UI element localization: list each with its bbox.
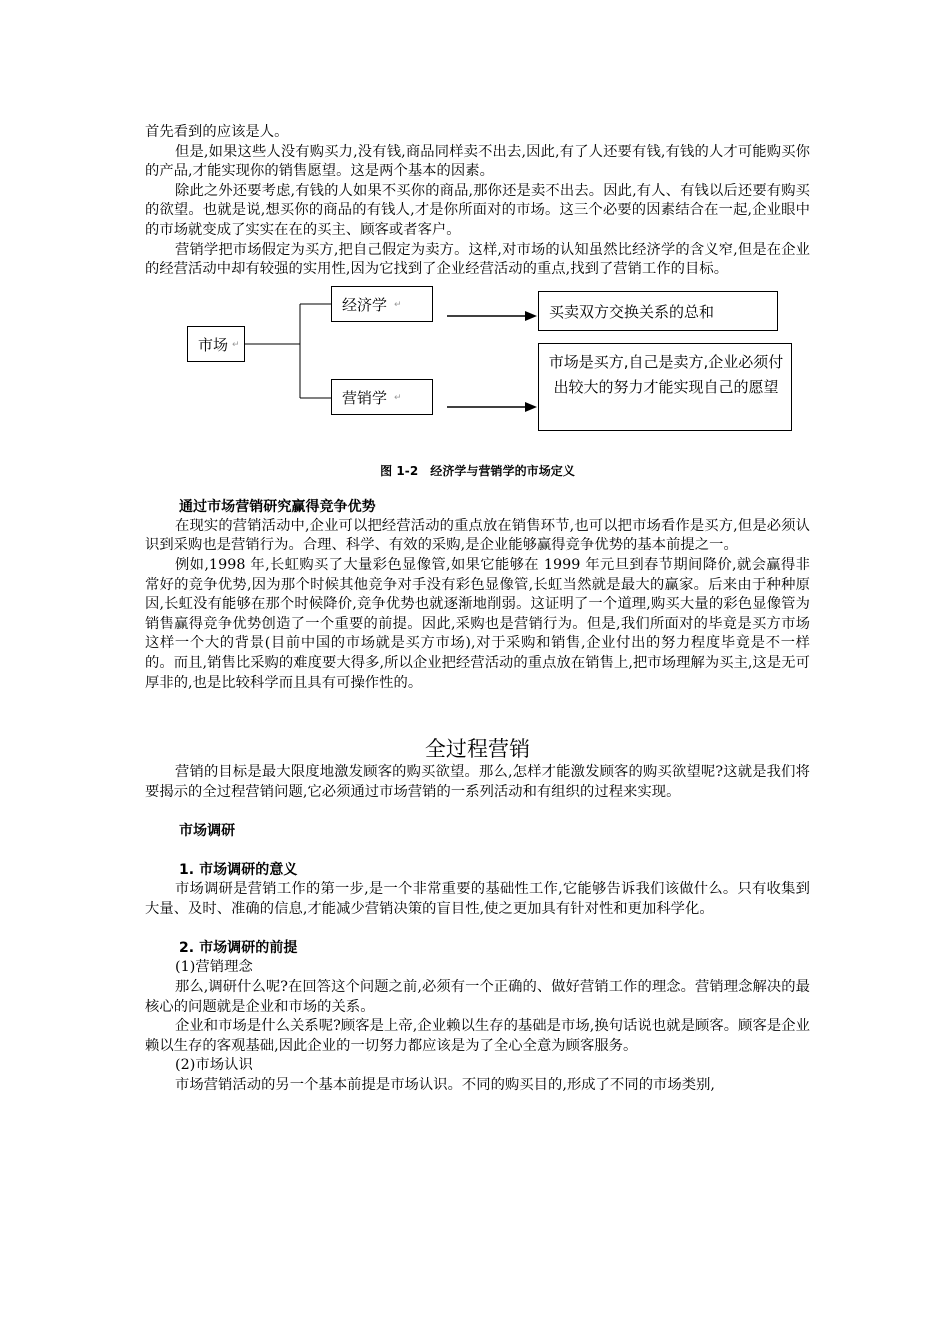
arrow-head-icon [525,402,537,412]
item-heading: 2. 市场调研的前提 [179,940,298,957]
marketing-definition: 市场是买方,自己是卖方,企业必须付出较大的努力才能实现自己的愿望 [548,352,784,396]
paragraph: 营销学把市场假定为买方,把自己假定为卖方。这样,对市场的认知虽然比经济学的含义窄,但是在企业的经营活动中却有较强的实用性,因为它找到了企业经营活动的重点,找到了营销工作的目标。 [145,241,810,278]
subsection-heading: 市场调研 [179,823,236,840]
paragraph: 除此之外还要考虑,有钱的人如果不买你的商品,那你还是卖不出去。因此,有人、有钱以后还要有购买的欲望。也就是说,想买你的商品的有钱人,才是你所面对的市场。这三个必要的因素结合在一起,企业眼中的市场就变成了实实在在的买主、顾客或者客户。 [145,182,810,238]
paragraph-mark: ↵ [232,339,240,350]
economics-definition-box [538,291,778,331]
paragraph: 企业和市场是什么关系呢?顾客是上帝,企业赖以生存的基础是市场,换句话说也就是顾客。顾客是企业赖以生存的客观基础,因此企业的一切努力都应该是为了全心全意为顾客服务。 [145,1018,810,1054]
paragraph: 营销的目标是最大限度地激发顾客的购买欲望。那么,怎样才能激发顾客的购买欲望呢?这就是我们将要揭示的全过程营销问题,它必须通过市场营销的一系列活动和有组织的过程来实现。 [145,764,810,800]
marketing-box [331,379,433,415]
paragraph: 首先看到的应该是人。 [145,124,289,140]
economics-box [331,286,433,322]
paragraph: 在现实的营销活动中,企业可以把经营活动的重点放在销售环节,也可以把市场看作是买方,但是必须认识到采购也是营销行为。合理、科学、有效的采购,是企业能够赢得竞争优势的基本前提之一。 [145,517,810,554]
list-item-label: (1)营销理念 [175,959,253,976]
market-label: 市场 [198,335,229,354]
market-definition-diagram [145,286,810,451]
arrow-head-icon [525,311,537,321]
section-heading: 通过市场营销研究赢得竞争优势 [179,498,376,515]
economics-label: 经济学 [342,295,388,314]
list-item-label: (2)市场认识 [175,1057,253,1074]
paragraph-mark: ↵ [394,392,402,403]
chapter-title: 全过程营销 [424,737,531,762]
paragraph: 那么,调研什么呢?在回答这个问题之前,必须有一个正确的、做好营销工作的理念。营销理念解决的最核心的问题就是企业和市场的关系。 [145,979,810,1015]
paragraph: 市场营销活动的另一个基本前提是市场认识。不同的购买目的,形成了不同的市场类别, [175,1077,716,1094]
marketing-label: 营销学 [342,388,388,407]
document-page [145,123,810,1096]
economics-definition: 买卖双方交换关系的总和 [549,302,715,321]
market-box [187,326,245,362]
item-heading: 1. 市场调研的意义 [179,862,298,879]
marketing-definition-box [538,343,792,431]
paragraph: 例如,1998 年,长虹购买了大量彩色显像管,如果它能够在 1999 年元旦到春节期间降价,就会赢得非常好的竞争优势,因为那个时候其他竞争对手没有彩色显像管,长虹当然就是最大的赢家。后来由于种种原因,长虹没有能够在那个时候降价,竞争优势也就逐渐地削弱。这证明了一个道理,购买大量的彩色显像管为销售赢得竞争优势创造了一个重要的前提。因此,采购也是营销行为。但是,我们所面对的毕竟是买方市场这样一个大的背景(目前中国的市场就是买方市场),对于采购和销售,企业付出的努力程度毕竟是不一样的。而且,销售比采购的难度要大得多,所以企业把经营活动的重点放在销售上,把市场理解为买主,这是无可厚非的,也是比较科学而且具有可操作性的。 [145,556,810,691]
paragraph-mark: ↵ [394,299,402,310]
paragraph: 但是,如果这些人没有购买力,没有钱,商品同样卖不出去,因此,有了人还要有钱,有钱的人才可能购买你的产品,才能实现你的销售愿望。这是两个基本的因素。 [145,143,810,180]
paragraph: 市场调研是营销工作的第一步,是一个非常重要的基础性工作,它能够告诉我们该做什么。只有收集到大量、及时、准确的信息,才能减少营销决策的盲目性,使之更加具有针对性和更加科学化。 [145,881,810,917]
figure-caption: 图 1-2 经济学与营销学的市场定义 [380,463,575,478]
